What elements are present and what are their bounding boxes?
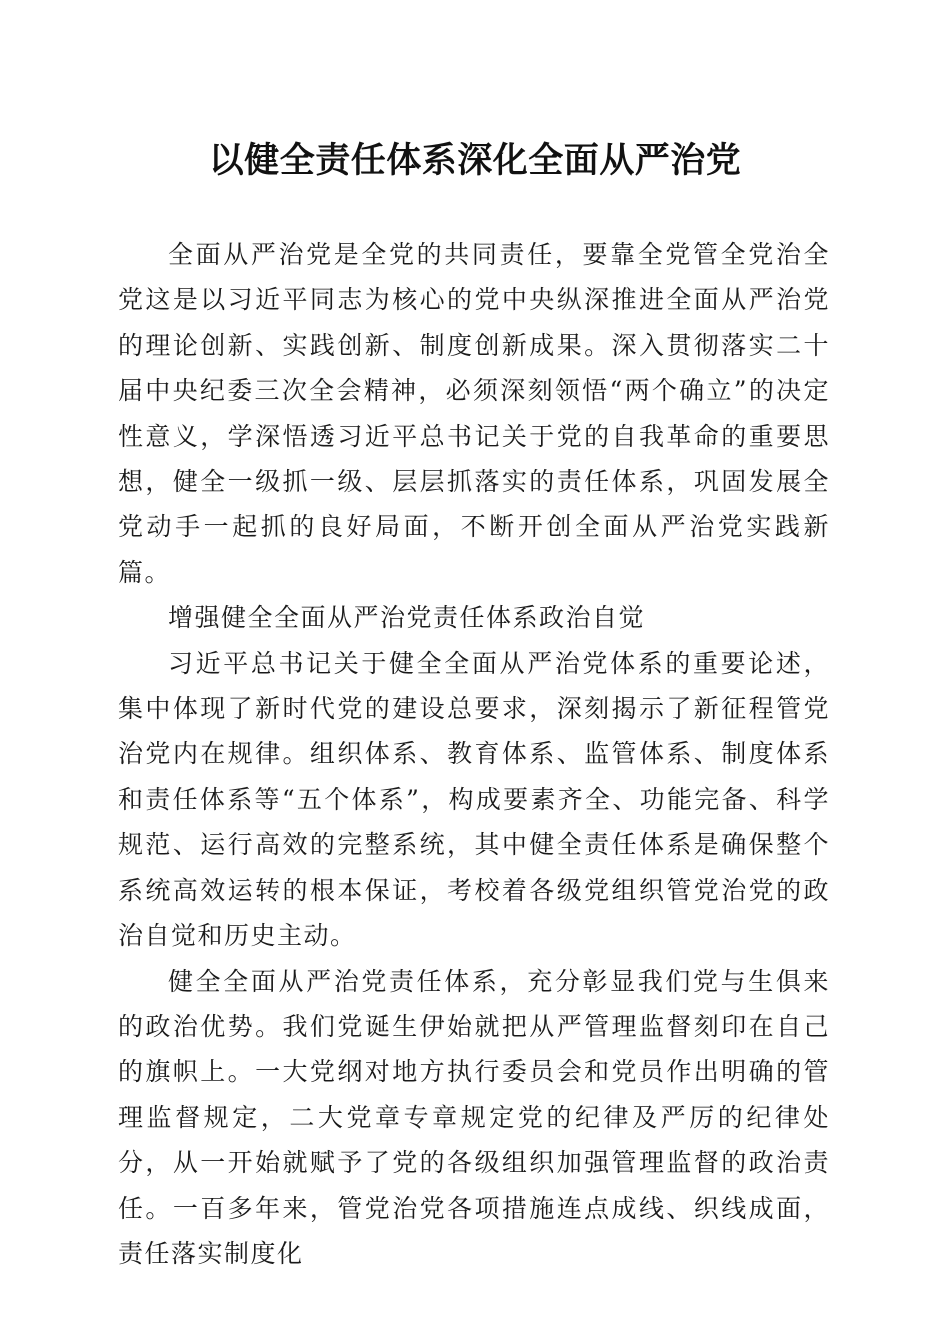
paragraph-intro: 全面从严治党是全党的共同责任，要靠全党管全党治全党这是以习近平同志为核心的党中央纵深推进全面从严治党的理论创新、实践创新、制度创新成果。深入贯彻落实二十届中央纪委三次全会精神，必须深刻领悟“两个确立”的决定性意义，学深悟透习近平总书记关于党的自我革命的重要思想，健全一级抓一级、层层抓落实的责任体系，巩固发展全党动手一起抓的良好局面，不断开创全面从严治党实践新篇。 bbox=[118, 240, 830, 587]
paragraph-five-systems: 习近平总书记关于健全全面从严治党体系的重要论述，集中体现了新时代党的建设总要求，深刻揭示了新征程管党治党内在规律。组织体系、教育体系、监管体系、制度体系和责任体系等“五个体系”，构成要素齐全、功能完备、科学规范、运行高效的完整系统，其中健全责任体系是确保整个系统高效运转的根本保证，考校着各级党组织管党治党的政治自觉和历史主动。 bbox=[118, 648, 830, 951]
document-title: 以健全责任体系深化全面从严治党 bbox=[208, 141, 742, 181]
document-body bbox=[118, 232, 830, 1276]
section-heading: 增强健全全面从严治党责任体系政治自觉 bbox=[168, 603, 646, 633]
paragraph-political-advantage: 健全全面从严治党责任体系，充分彰显我们党与生俱来的政治优势。我们党诞生伊始就把从严管理监督刻印在自己的旗帜上。一大党纲对地方执行委员会和党员作出明确的管理监督规定，二大党章专章规定党的纪律及严厉的纪律处分，从一开始就赋予了党的各级组织加强管理监督的政治责任。一百多年来，管党治党各项措施连点成线、织线成面，责任落实制度化 bbox=[118, 966, 830, 1268]
